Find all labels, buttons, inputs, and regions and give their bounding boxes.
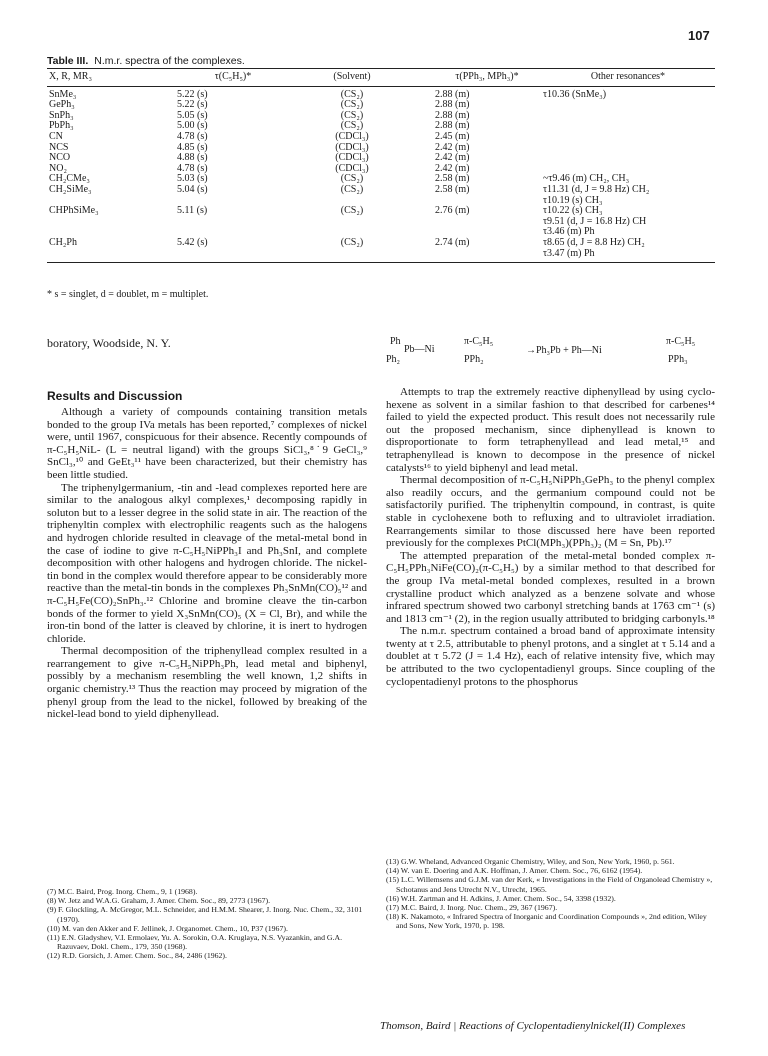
cell-solvent: (CS₂) xyxy=(340,88,364,100)
cell-tau-pph3: 2.58 (m) xyxy=(435,183,470,195)
cell-tau-cp: 5.42 (s) xyxy=(175,238,291,263)
cell-tau-pph3: 2.45 (m) xyxy=(435,130,470,142)
left-paragraph: Although a variety of compounds containing transition metals bonded to the group IVa metals has been reported,⁷ complexes of nickel were, until 1967, conspicuous for their absence. Recently compounds of π-C₅H₅NiL- (L = neutral ligand) with the groups SiCl₃,⁸˙9 GeCl₃,⁹ SnCl₃,¹⁰ and GeEt₃¹¹ have been characterized, but their chemistry has been little studied. xyxy=(47,406,367,481)
eq-products: →Ph₃Pb + Ph—Ni xyxy=(526,345,602,356)
references-right xyxy=(386,857,715,931)
eq-pph1: PPh₂ xyxy=(464,354,484,365)
cell-compound: SnMe₃ xyxy=(49,88,77,100)
cell-solvent: (CS₂) xyxy=(340,99,364,111)
cell-other xyxy=(541,153,715,164)
table-row xyxy=(47,86,715,100)
table-caption xyxy=(47,55,245,67)
cell-compound: GePh₃ xyxy=(49,99,75,111)
left-paragraph: Thermal decomposition of the triphenyllead complex resulted in a rearrangement to give π-C₅H₅NiPPh₃Ph, lead metal and biphenyl, possibly by a mechanism resembling the well known, 1,2 shifts in organic chemistry.¹³ Thus the reaction may proceed by migration of the phenyl group from the lead to the nickel, followed by breaking of the nickel-lead bond to yield diphenyllead. xyxy=(47,645,367,721)
reference: (12) R.D. Gorsich, J. Amer. Chem. Soc., 84, 2486 (1962). xyxy=(47,951,227,961)
reference: (8) W. Jetz and W.A.G. Graham, J. Amer. Chem. Soc., 89, 2773 (1967). xyxy=(47,896,271,906)
cell-tau-cp: 5.05 (s) xyxy=(177,109,208,121)
left-column xyxy=(47,406,367,721)
table-row xyxy=(47,132,715,143)
references-left xyxy=(47,887,369,961)
header-tau-pph3: τ(PPh₃, MPh₃)* xyxy=(413,69,541,87)
cell-tau-cp: 5.11 (s) xyxy=(177,205,208,217)
cell-solvent: (CS₂) xyxy=(340,183,364,195)
cell-compound: CH₂SiMe₃ xyxy=(49,183,92,195)
left-paragraph: The triphenylgermanium, -tin and -lead complexes reported here are similar to the analogous alkyl complexes,¹ decomposing rapidly in soluton but to a lesser degree in the solid state in air. The reaction of the triphenyltin complex with electrophilic reagents such as the halogens and hydrogen chloride resulted in cleavage of the metal-metal bond in the case of iodine to give π-C₅H₅NiPPh₃I and Ph₃SnI, and complete decomposition with other halogens and hydrogen chloride. The nickel-tin bond in the complex would therefore appear to be considerably more reactive than the metal-tin bonds in the complexes Ph₃SnMn(CO)₅¹² and π-C₅H₅Fe(CO)₂SnPh₃.¹² Chlorine and bromine cleave the tin-carbon bonds of the former to yield X₃SnMn(CO)₅ (X = Cl, Br), and while the iron-tin bond of the latter is cleaved by chlorine, it is inert to hydrogen chloride. xyxy=(47,481,367,645)
page-number: 107 xyxy=(688,28,710,43)
reference: (15) L.C. Willemsens and G.J.M. van der Kerk, « Investigations in the Field of Organolead Chemistry », Schotanus and Jens Utrecht N.V., Utrecht, 1965. xyxy=(386,875,713,894)
cell-solvent: (CS₂) xyxy=(340,120,364,132)
right-paragraph: Thermal decomposition of π-C₅H₅NiPPh₃GePh₃ to the phenyl complex also readily occurs, and the germanium compound could not be satisfactorily purified. The triphenyltin compound, in contrast, is quite stable in cyclohexene both to refluxing and to ultraviolet irradiation. Rearrangements similar to those discussed here have been reported previously for the complexes PtCl(MPh₃)(PPh₃)₂ (M = Sn, Pb).¹⁷ xyxy=(386,474,715,550)
cell-tau-cp: 4.78 (s) xyxy=(177,130,208,142)
reference: (10) M. van den Akker and F. Jellinek, J. Organomet. Chem., 10, P37 (1967). xyxy=(47,923,288,933)
right-paragraph: The n.m.r. spectrum contained a broad band of approximate intensity twenty at τ 2.5, attributable to phenyl protons, and a singlet at τ 5.14 and a doublet at τ 5.72 (J = 1.4 Hz), each of relative intensity five, which may be attributed to the two cyclopentadienyl groups. Since coupling of the cyclopentadienyl protons to the phosphorus xyxy=(386,625,715,688)
cell-tau-cp: 5.03 (s) xyxy=(177,173,208,185)
cell-compound: NCS xyxy=(49,141,69,153)
cell-compound: CH₂Ph xyxy=(47,238,175,263)
cell-compound: CHPhSiMe₃ xyxy=(49,205,99,217)
cell-tau-pph3: 2.42 (m) xyxy=(435,162,470,174)
reference: (17) M.C. Baird, J. Inorg. Nuc. Chem., 29, 367 (1967). xyxy=(386,903,558,913)
table-row xyxy=(47,100,715,111)
reference: (9) F. Glockling, A. McGregor, M.L. Schneider, and H.M.M. Shearer, J. Inorg. Nuc. Chem., 32, 3101 (1970). xyxy=(47,905,363,924)
cell-solvent: (CS₂) xyxy=(291,238,413,263)
right-paragraph: Attempts to trap the extremely reactive diphenyllead by using cyclo-hexene as solvent in a similar fashion to that described for carbenes¹⁴ failed to yield the expected product. This result does not necessarily rule out the proposed mechanism, since diphenyllead is known to disproportionate to form tetraphenyllead and lead metal,¹⁵ and tetraphenyllead is known to decompose in the presence of nickel catalysts¹⁶ to yield biphenyl and lead metal. xyxy=(386,386,715,474)
cell-tau-cp: 5.22 (s) xyxy=(177,99,208,111)
cell-other: τ10.22 (s) CH₃ τ9.51 (d, J = 16.8 Hz) CH τ3.46 (m) Ph xyxy=(543,205,647,238)
header-solvent: (Solvent) xyxy=(291,69,413,87)
cell-tau-pph3: 2.42 (m) xyxy=(435,141,470,153)
cell-solvent: (CDCl₃) xyxy=(335,152,369,164)
table-row xyxy=(47,111,715,122)
cell-solvent: (CDCl₃) xyxy=(335,141,369,153)
cell-tau-cp: 5.04 (s) xyxy=(177,183,208,195)
cell-solvent: (CS₂) xyxy=(340,205,364,217)
table-row xyxy=(47,185,715,206)
cell-other xyxy=(541,111,715,122)
eq-cp1: π-C₅H₅ xyxy=(464,336,494,347)
eq-ph: Ph xyxy=(390,336,401,347)
header-compound: X, R, MR₃ xyxy=(47,69,175,87)
eq-cp2: π-C₅H₅ xyxy=(666,336,696,347)
table-title: N.m.r. spectra of the complexes. xyxy=(94,55,245,67)
table-row xyxy=(47,206,715,238)
cell-solvent: (CS₂) xyxy=(340,173,364,185)
cell-other xyxy=(541,121,715,132)
cell-other: τ8.65 (d, J = 8.8 Hz) CH₂ τ3.47 (m) Ph xyxy=(541,238,715,263)
table-header-row xyxy=(47,69,715,87)
table-row xyxy=(47,121,715,132)
cell-tau-cp: 4.78 (s) xyxy=(177,162,208,174)
reference: (7) M.C. Baird, Prog. Inorg. Chem., 9, 1 (1968). xyxy=(47,887,198,896)
cell-other: τ10.36 (SnMe₃) xyxy=(543,88,607,100)
reference: (14) W. van E. Doering and A.K. Hoffman, J. Amer. Chem. Soc., 76, 6162 (1954). xyxy=(386,866,643,876)
cell-solvent: (CDCl₃) xyxy=(335,130,369,142)
cell-tau-pph3: 2.74 (m) xyxy=(413,238,541,263)
cell-solvent: (CDCl₃) xyxy=(335,162,369,174)
reference: (11) E.N. Gladyshev, V.I. Ermolaev, Yu. A. Sorokin, O.A. Kruglaya, N.S. Vyazankin, and G.A. Razuvaev, Dokl. Chem., 179, 350 (1968). xyxy=(47,933,343,952)
table-row xyxy=(47,143,715,154)
eq-pph2: PPh₃ xyxy=(668,354,688,365)
table-footnote: * s = singlet, d = doublet, m = multiplet. xyxy=(47,289,209,300)
reference: (16) W.H. Zartman and H. Adkins, J. Amer. Chem. Soc., 54, 3398 (1932). xyxy=(386,893,616,903)
cell-tau-pph3: 2.88 (m) xyxy=(435,120,470,132)
cell-compound: NO₂ xyxy=(49,162,67,174)
cell-compound: CN xyxy=(49,130,63,142)
cell-compound: CH₂CMe₃ xyxy=(49,173,90,185)
cell-other xyxy=(541,132,715,143)
cell-other xyxy=(541,143,715,154)
right-column xyxy=(386,386,715,688)
cell-solvent: (CS₂) xyxy=(340,109,364,121)
reaction-equation xyxy=(386,336,715,374)
reference: (18) K. Nakamoto, « Infrared Spectra of Inorganic and Coordination Compounds », 2nd edition, Wiley and Sons, New York, 1970, p. 198. xyxy=(386,912,707,931)
cell-tau-cp: 4.85 (s) xyxy=(177,141,208,153)
cell-tau-pph3: 2.88 (m) xyxy=(435,88,470,100)
running-footer: Thomson, Baird | Reactions of Cyclopentadienylnickel(II) Complexes xyxy=(380,1020,686,1032)
table-row xyxy=(47,153,715,164)
header-other: Other resonances* xyxy=(541,69,715,87)
affiliation: boratory, Woodside, N. Y. xyxy=(47,336,171,350)
cell-tau-cp: 4.88 (s) xyxy=(177,152,208,164)
eq-pb-ni: Pb—Ni xyxy=(404,344,435,355)
cell-tau-pph3: 2.88 (m) xyxy=(435,109,470,121)
header-tau-cp: τ(C₅H₅)* xyxy=(175,69,291,87)
cell-tau-pph3: 2.88 (m) xyxy=(435,99,470,111)
cell-tau-cp: 5.22 (s) xyxy=(177,88,208,100)
cell-tau-pph3: 2.42 (m) xyxy=(435,152,470,164)
section-heading: Results and Discussion xyxy=(47,389,183,403)
cell-compound: NCO xyxy=(49,152,71,164)
table-label: Table III. xyxy=(47,55,89,67)
cell-other xyxy=(541,100,715,111)
cell-other: τ11.31 (d, J = 9.8 Hz) CH₂ τ10.19 (s) CH₃ xyxy=(543,183,650,206)
right-paragraph: The attempted preparation of the metal-metal bonded complex π-C₅H₅PPh₃NiFe(CO)₂(π-C₅H₅) by a similar method to that described for the group IVa metal-metal bonded complexes, resulted in a brown crystalline product which analyzed as a benzene solvate and whose infrared spectrum showed two carbonyl stretching bands at 1763 cm⁻¹ (s) and 1813 cm⁻¹ (2), in the region usually attributed to bridging carbonyls.¹⁸ xyxy=(386,549,715,625)
cell-other: ~τ9.46 (m) CH₂, CH₃ xyxy=(543,173,630,185)
cell-compound: PbPh₃ xyxy=(49,120,74,132)
nmr-table xyxy=(47,68,715,263)
cell-tau-cp: 5.00 (s) xyxy=(177,120,208,132)
eq-ph2: Ph₂ xyxy=(386,354,401,365)
cell-tau-pph3: 2.76 (m) xyxy=(435,205,470,217)
cell-tau-pph3: 2.58 (m) xyxy=(435,173,470,185)
reference: (13) G.W. Wheland, Advanced Organic Chemistry, Wiley, and Son, New York, 1960, p. 561. xyxy=(386,857,675,866)
cell-compound: SnPh₃ xyxy=(49,109,74,121)
table-row xyxy=(47,238,715,263)
